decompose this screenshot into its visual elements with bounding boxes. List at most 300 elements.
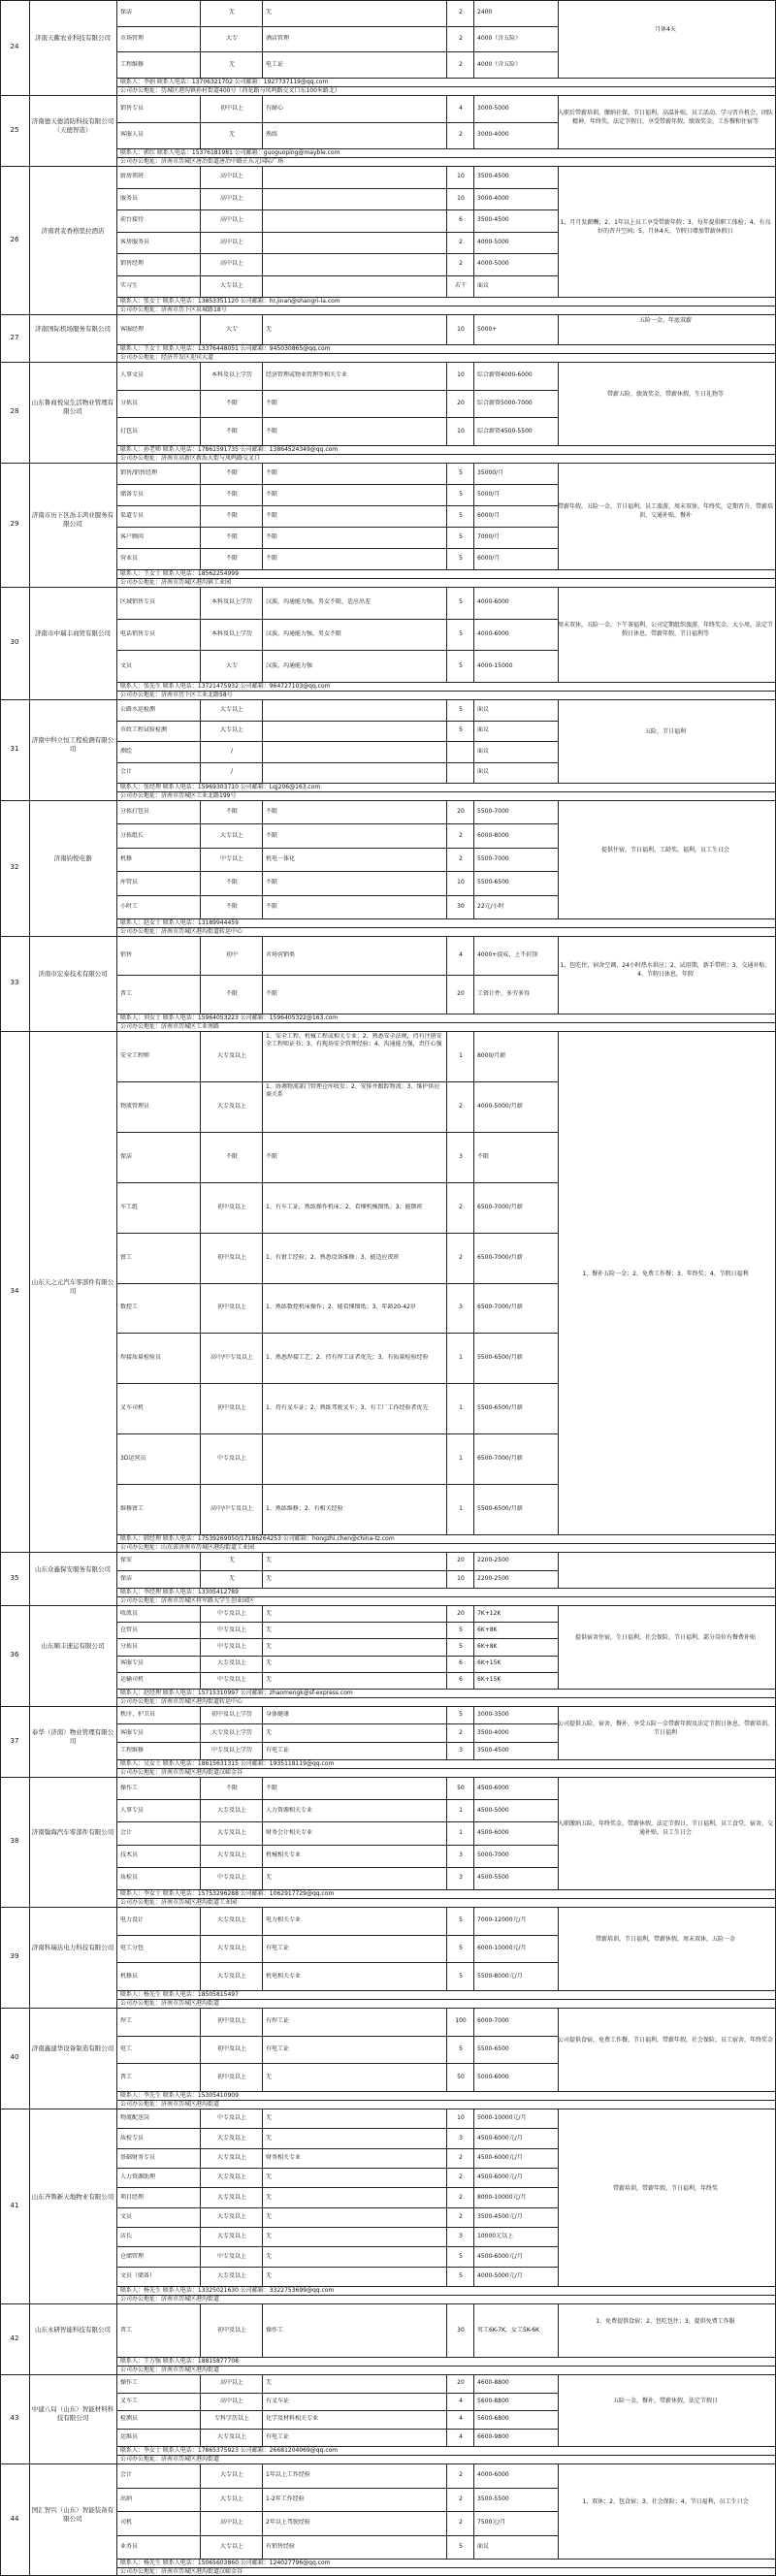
column-divider xyxy=(473,314,474,344)
job-row-divider xyxy=(116,1656,558,1657)
job-edu: 大专及以上 xyxy=(216,1945,246,1951)
job-pos: 叉车司机 xyxy=(120,1404,145,1412)
job-salary: 2400 xyxy=(477,9,493,16)
column-divider xyxy=(473,1605,474,1689)
job-salary: 4500-5000 xyxy=(477,1806,509,1814)
job-salary: 10000元以上 xyxy=(477,2233,514,2240)
job-pos: 客房服务员 xyxy=(120,238,150,245)
job-num: 4 xyxy=(459,951,463,958)
job-edu: 大专 xyxy=(225,35,238,42)
column-divider xyxy=(116,2109,117,2303)
job-salary: 4500-6000 xyxy=(477,1784,509,1791)
job-edu: 中专及以上 xyxy=(216,2252,246,2260)
job-row-divider xyxy=(116,1845,558,1846)
job-num: 1 xyxy=(459,1806,463,1814)
job-row-divider xyxy=(116,848,558,849)
job-edu: 大专及以上学历 xyxy=(210,1728,252,1736)
job-edu: 大专及以上 xyxy=(216,1829,246,1836)
column-divider xyxy=(200,1907,201,1990)
company-benefits: 五险一金，餐补，带薪休假，法定节假日 xyxy=(612,2398,718,2404)
job-edu: 不限 xyxy=(225,1152,238,1160)
column-divider xyxy=(446,362,447,445)
job-row-divider xyxy=(116,2535,558,2536)
job-req: 无 xyxy=(266,325,273,333)
company-benefits: 带薪年假，五险一金，节日福利，员工旅游，周末双休，年终奖，定期晋升，带薪培训，交通补贴，餐补 xyxy=(558,503,773,519)
job-req: 酒店管理 xyxy=(266,35,290,42)
job-num: 3 xyxy=(459,1304,463,1311)
job-req: 无 xyxy=(266,2379,273,2387)
contact-line: 联系人：韩经理 联系人电话：17539269050/17186264253 公司邮箱：hongzhi.chen@china-tz.com xyxy=(120,1535,395,1542)
column-divider xyxy=(473,2008,474,2091)
job-req: 有销售经验 xyxy=(266,2542,296,2550)
column-divider xyxy=(116,800,117,936)
job-pos: 叉车工 xyxy=(120,2397,139,2404)
job-edu: 大专以上 xyxy=(219,726,243,734)
address-line: 公司办公地址：济南市历城区工业南路 xyxy=(120,1023,220,1030)
job-pos: 店长 xyxy=(120,2233,133,2240)
job-salary: 5500-6500/月薪 xyxy=(477,1354,523,1362)
job-num: 5 xyxy=(459,705,463,713)
address-line: 公司办公地址：济南市历下区工业北路58号 xyxy=(120,692,233,698)
job-salary: 4000-6000 xyxy=(477,630,509,637)
job-pos: 工程维修 xyxy=(120,60,145,68)
job-num: 5 xyxy=(459,661,463,669)
job-edu: 大专以上 xyxy=(219,2495,243,2502)
contact-line: 联系人：杨先生 联系人电话：15065603860 公司邮箱：124027796@qq.com xyxy=(120,2560,331,2566)
job-salary: 6K+8K xyxy=(477,1643,498,1650)
job-salary: 4000-6000 xyxy=(477,2471,509,2479)
job-salary: 4000-15000 xyxy=(477,661,513,669)
job-edu: 大专及以上 xyxy=(216,2233,246,2240)
job-salary: 5000-6000 xyxy=(477,2073,509,2080)
job-pos: 出纳 xyxy=(120,2495,133,2502)
job-salary: 35000/月 xyxy=(477,469,504,476)
column-divider xyxy=(473,2109,474,2286)
column-divider xyxy=(116,1031,117,1552)
company-name: 山东众鑫保安服务有限公司 xyxy=(35,1564,111,1573)
job-pos: 营业员 xyxy=(120,555,139,562)
job-salary: 面议 xyxy=(477,2542,490,2550)
job-row-divider xyxy=(116,1867,558,1868)
job-salary: 4500-6000元/月 xyxy=(477,2174,523,2181)
column-divider xyxy=(29,2109,30,2303)
job-row-divider xyxy=(116,2168,558,2169)
job-edu: 初中及以上 xyxy=(216,2017,246,2025)
job-row-divider xyxy=(116,1570,558,1571)
contact-line: 联系人：李先生 联系人电话：15305410909 xyxy=(120,2092,239,2099)
job-row-divider xyxy=(116,1935,558,1936)
column-divider xyxy=(558,0,559,78)
job-salary: 综合薪资4000-6000 xyxy=(477,371,533,379)
column-divider xyxy=(446,0,447,78)
job-pos: 分拣组长 xyxy=(120,831,145,839)
company-name: 山东永研智能科技有限公司 xyxy=(35,2325,111,2334)
company-number: 32 xyxy=(10,863,19,871)
job-pos: 司机 xyxy=(120,2519,133,2527)
job-req: 机械相关专业 xyxy=(266,1852,302,1859)
job-num: 3 xyxy=(459,1746,463,1754)
job-salary: 3500-4500 xyxy=(477,216,509,224)
job-pos: 厨房领班 xyxy=(120,173,145,180)
job-num: 2 xyxy=(459,1728,463,1736)
job-edu: 中专及以上学历 xyxy=(210,1746,252,1754)
job-row-divider xyxy=(116,2207,558,2208)
job-pos: 物流配送岗 xyxy=(120,2114,150,2122)
job-row-divider xyxy=(116,122,558,123)
job-pos: 公路水运检测 xyxy=(120,705,156,713)
job-edu: 初中及以上 xyxy=(216,2073,246,2080)
job-salary: 面议 xyxy=(477,747,490,755)
job-row-divider xyxy=(116,2511,558,2512)
job-salary: 6000-7000 xyxy=(477,2017,509,2025)
job-req: 电力相关专业 xyxy=(266,1916,302,1924)
job-salary: 3000-4000 xyxy=(477,131,509,139)
job-pos: 分拣员 xyxy=(120,400,139,406)
job-pos: 客服专员 xyxy=(120,1659,145,1667)
address-line: 公司办公地址：济南市历城区将军路大学生创业园区 xyxy=(120,1597,255,1604)
job-salary: 6000-8000 xyxy=(477,831,509,839)
job-pos: 库管员 xyxy=(120,879,139,886)
job-edu: 高中以上 xyxy=(219,2397,243,2404)
job-salary: 6000/月 xyxy=(477,512,501,519)
job-salary: 5000-7000 xyxy=(477,1852,509,1859)
job-edu: 不限 xyxy=(225,533,238,540)
job-row-divider xyxy=(116,527,558,528)
job-row-divider xyxy=(116,188,558,189)
job-row-divider xyxy=(116,2246,558,2247)
column-divider xyxy=(29,1907,30,2008)
job-pos: 保安 xyxy=(120,1557,133,1564)
job-num: 20 xyxy=(457,1609,465,1617)
job-num: 2 xyxy=(459,2495,463,2502)
job-pos: 储备专员 xyxy=(120,491,145,498)
job-row-divider xyxy=(116,505,558,506)
job-edu: 中专以上 xyxy=(219,855,243,862)
job-salary: 4500-5500 xyxy=(477,1874,509,1882)
job-req: 无 xyxy=(266,2271,273,2279)
job-edu: 大专以上 xyxy=(219,705,243,713)
column-divider xyxy=(116,1777,117,1907)
job-edu: / xyxy=(230,747,234,755)
job-num: 10 xyxy=(457,325,465,333)
column-divider xyxy=(446,463,447,569)
job-num: 2 xyxy=(459,2212,463,2220)
job-req: 不限 xyxy=(266,512,278,519)
job-pos: 销售 xyxy=(120,951,133,958)
job-pos: 3D运营员 xyxy=(120,1455,146,1463)
job-salary: 8000-10000元/月 xyxy=(477,2193,527,2201)
company-number: 41 xyxy=(10,2201,19,2209)
job-edu: 初中及以上 xyxy=(216,2045,246,2052)
job-req: 身体健康 xyxy=(266,1711,290,1719)
job-salary: 不限 xyxy=(477,1152,490,1160)
column-divider xyxy=(29,800,30,936)
job-row-divider xyxy=(116,1283,558,1284)
job-num: 5 xyxy=(459,2542,463,2550)
contact-line: 联系人：李女士 联系人电话：17865375923 公司邮箱：26681204069@qq.com xyxy=(120,2447,339,2454)
column-divider xyxy=(473,463,474,569)
job-req: 无 xyxy=(266,1676,273,1684)
job-req: 操作工 xyxy=(266,2326,284,2334)
job-edu: 不限 xyxy=(225,808,238,816)
job-pos: 小时工 xyxy=(120,902,139,910)
job-edu: 不限 xyxy=(225,1784,238,1791)
job-edu: 无 xyxy=(228,1557,235,1564)
job-pos: 业务员 xyxy=(120,2542,139,2550)
address-line: 公司办公地址：济南市历下区泉城路18号 xyxy=(120,306,227,313)
job-num: 5 xyxy=(459,1916,463,1924)
job-salary: 3500-4500元/月 xyxy=(477,2212,523,2220)
job-pos: 机修 xyxy=(120,855,133,862)
job-num: 5 xyxy=(459,2271,463,2279)
company-benefits: 入职缴纳五险，年终奖金，带薪休假，法定节假日，节日福利，员工食堂，宿舍，交通补贴，员工生日会 xyxy=(558,1820,773,1836)
job-salary: 4500-6000元/月 xyxy=(477,2153,523,2161)
job-num: 6 xyxy=(459,1676,463,1684)
address-line: 公司办公地址：历城区港沟镇孙村街道400号（荷花路与凤鸣路交叉口东100米路北） xyxy=(120,87,340,94)
job-row-divider xyxy=(116,2187,558,2188)
job-salary: 4600-8800 xyxy=(477,2379,509,2387)
company-number: 43 xyxy=(10,2414,19,2422)
job-num: 2 xyxy=(459,855,463,862)
column-divider xyxy=(558,1605,559,1689)
job-num: 2 xyxy=(459,260,463,268)
job-req: 不限 xyxy=(266,808,278,816)
job-salary: 面议 xyxy=(477,705,490,713)
job-req: 不限 xyxy=(266,555,278,562)
column-divider xyxy=(200,1706,201,1759)
job-row-divider xyxy=(116,1962,558,1963)
job-salary: 7000/月 xyxy=(477,533,501,540)
job-edu: 初中及以上 xyxy=(216,1253,246,1261)
company-benefits: 带薪培训，带薪年假，节日福利，年终奖 xyxy=(612,2184,718,2192)
company-benefits: 公司提供五险，宿舍，餐补，享受五险一金带薪年假及法定节假日休息，带薪培训，节日福利 xyxy=(558,1720,773,1736)
contact-line: 联系人：刘女士 联系人电话：15964053223 公司邮箱：1596405322@163.com xyxy=(120,1014,339,1021)
job-num: 1 xyxy=(459,1505,463,1513)
job-edu: 无 xyxy=(228,1574,235,1582)
contact-line: 联系人：李女士 联系人电话：15753296288 公司邮箱：1062917729@qq.com xyxy=(120,1890,335,1897)
job-row-divider xyxy=(116,26,558,27)
contact-line: 联系人：张女士 联系人电话：13853351120 公司邮箱：hr.jinan@shangri-la.com xyxy=(120,298,340,305)
job-salary: 面议 xyxy=(477,281,490,289)
company-benefits: 带薪培训，节日福利，带薪休假，周末双休，五险一金 xyxy=(595,1936,735,1943)
job-row-divider xyxy=(116,1622,558,1623)
job-num: 2 xyxy=(459,238,463,245)
column-divider xyxy=(200,2303,201,2357)
job-row-divider xyxy=(116,762,558,763)
column-divider xyxy=(446,587,447,682)
job-req: 有叉车证 xyxy=(266,2397,290,2404)
job-salary: 6K+8K xyxy=(477,1626,498,1633)
job-salary: 5000+ xyxy=(477,325,498,333)
job-num: 1 xyxy=(459,1354,463,1362)
job-pos: 会计 xyxy=(120,768,133,776)
job-edu: 不限 xyxy=(225,512,238,519)
contact-line: 联系人：杨先生 联系人电话：13325021630 公司邮箱：3322753699@qq.com xyxy=(120,2287,335,2294)
job-edu: 大专及以上 xyxy=(216,1916,246,1924)
job-pos: 普工 xyxy=(120,2326,133,2334)
job-edu: 初中及以上 xyxy=(216,1404,246,1412)
job-pos: 文员 xyxy=(120,2212,133,2220)
job-pos: 运维员 xyxy=(120,2432,139,2440)
job-edu: 初中以上 xyxy=(219,104,243,112)
column-divider xyxy=(446,2303,447,2357)
job-req: 1、熟练维修；2、有相关经验 xyxy=(266,1505,343,1513)
job-pos: 普工 xyxy=(120,990,133,997)
company-number: 26 xyxy=(10,235,19,243)
contact-line: 联系人：李经理 联系人电话：13305412789 xyxy=(120,1589,239,1595)
job-req: 无 xyxy=(266,2174,273,2181)
column-divider xyxy=(262,314,263,344)
job-salary: 5500-6500 xyxy=(477,879,509,886)
job-pos: 机修员 xyxy=(120,1972,139,1980)
company-number: 40 xyxy=(10,2053,19,2061)
job-req: 无 xyxy=(266,1728,273,1736)
column-divider xyxy=(200,314,201,344)
company-name: 山东鲁商悦泉生活物业管理有限公司 xyxy=(31,399,114,415)
company-benefits: 五险一金，年底双薪 xyxy=(638,317,692,324)
column-divider xyxy=(473,0,474,78)
address-line: 公司办公地址：济南市高新区新泺大街与凤鸣路交叉口 xyxy=(120,455,261,462)
job-pos: 电工分包 xyxy=(120,1945,145,1951)
address-line: 公司办公地址：济南市历城区港沟街道 xyxy=(120,2296,220,2302)
job-edu: 不限 xyxy=(225,491,238,498)
job-req: 不限 xyxy=(266,1784,278,1791)
job-pos: 项目经理 xyxy=(120,2193,145,2201)
job-salary: 5600-8800 xyxy=(477,2397,509,2404)
column-divider xyxy=(262,362,263,445)
job-pos: 客服专员 xyxy=(120,1728,145,1736)
company-number: 31 xyxy=(10,745,19,753)
job-num: 2 xyxy=(459,2153,463,2161)
job-salary: 综合薪资5000-7000 xyxy=(477,400,533,406)
column-divider xyxy=(29,2303,30,2374)
job-req: 机电相关专业 xyxy=(266,1972,302,1980)
job-req: 无 xyxy=(266,1874,273,1882)
job-num: 3 xyxy=(459,1152,463,1160)
job-pos: 车工组 xyxy=(120,1203,139,1210)
job-salary: 22元/小时 xyxy=(477,902,504,910)
job-num: 2 xyxy=(459,9,463,16)
job-edu: 无 xyxy=(228,60,235,68)
job-pos: 文员 xyxy=(120,661,133,669)
column-divider xyxy=(473,362,474,445)
job-pos: 区域销售专员 xyxy=(120,598,156,606)
job-req: 1、有钳工经验；2、熟悉设备维修；3、能适应夜班 xyxy=(266,1253,400,1261)
job-edu: 本科及以上学历 xyxy=(210,598,252,606)
job-row-divider xyxy=(116,548,558,549)
job-num: 20 xyxy=(457,400,465,406)
column-divider xyxy=(29,1552,30,1605)
job-salary: 3000-5000 xyxy=(477,104,509,112)
column-divider xyxy=(446,314,447,344)
job-edu: 大专及以上 xyxy=(216,2134,246,2141)
company-number: 30 xyxy=(10,638,19,646)
company-benefits: 周末双休，五险一金，下午茶福利，公司定期组织旅游，年终奖金，大小周，法定节假日休息，带薪年假，节日福利等 xyxy=(558,622,773,637)
job-row-divider xyxy=(116,1799,558,1800)
job-pos: 测绘 xyxy=(120,747,133,755)
job-req: 不限 xyxy=(266,491,278,498)
job-req: 化学及材料相关专业 xyxy=(266,2415,319,2423)
company-benefits: 1、包吃住，宿舍空调，24小时热水供应；2、试用期，新手带班；3、交通补贴；4、节假日休息，年假 xyxy=(560,962,771,978)
job-salary: 工资计件，多劳多得 xyxy=(477,990,531,997)
job-num: 2 xyxy=(459,2519,463,2527)
job-pos: 前台接待 xyxy=(120,216,145,224)
job-pos: 销售专员 xyxy=(120,104,145,112)
job-salary: 3500-4000 xyxy=(477,1728,509,1736)
company-benefits: 五险，节日福利 xyxy=(644,728,686,735)
job-req: 经济管理或物业管理等相关专业 xyxy=(266,371,348,379)
contact-line: 联系人：王女士 联系人电话：13376448051 公司邮箱：945030865@qq.com xyxy=(120,345,331,352)
job-req: 财务会计相关专业 xyxy=(266,1829,313,1836)
column-divider xyxy=(116,463,117,587)
column-divider xyxy=(29,166,30,314)
job-salary: 5500-7000 xyxy=(477,855,509,862)
job-edu: 大专及以上 xyxy=(216,2212,246,2220)
job-edu: 中专及以上 xyxy=(216,1643,246,1650)
job-pos: 电工 xyxy=(120,2045,133,2052)
job-pos: 收派员 xyxy=(120,1609,139,1617)
address-line: 公司办公地址：济南市历城区唐冶街道唐冶中路正东元国际广场 xyxy=(120,158,284,165)
company-name: 山东顺丰速运有限公司 xyxy=(41,1642,105,1650)
job-edu: / xyxy=(230,768,234,776)
job-num: 5 xyxy=(459,1626,463,1633)
job-edu: 中专及以上 xyxy=(216,1874,246,1882)
job-num: 10 xyxy=(457,371,465,379)
job-salary: 4000（含五险） xyxy=(477,35,522,42)
job-pos: 安全工程师 xyxy=(120,1051,150,1059)
job-row-divider xyxy=(116,741,558,742)
column-divider xyxy=(262,2109,263,2286)
job-edu: 本科及以上学历 xyxy=(210,630,252,637)
job-edu: 不限 xyxy=(225,400,238,406)
column-divider xyxy=(29,1605,30,1706)
job-req: 无 xyxy=(266,1626,273,1633)
job-salary: 8000/月薪 xyxy=(477,1051,506,1059)
job-num: 4 xyxy=(459,2397,463,2404)
job-edu: 大专以上 xyxy=(219,2471,243,2479)
company-name: 济南翰海汽车零部件有限公司 xyxy=(31,1828,114,1836)
job-pos: 渠道专员 xyxy=(120,512,145,519)
column-divider xyxy=(200,463,201,569)
job-edu: 高中以上 xyxy=(219,260,243,268)
company-benefits: 公司提供食宿，免费工作餐，节日福利，带薪年假，社会保险，员工宿舍，年终奖金 xyxy=(558,2037,773,2044)
column-divider xyxy=(200,362,201,445)
company-number: 37 xyxy=(10,1736,19,1745)
job-req: 1、安全工程、机械工程或相关专业；2、熟悉安全法规，持有注册安全工程师证书；3、有现场安全管理经验；4、沟通能力强，责任心强 xyxy=(266,1033,442,1047)
job-pos: 人事文员 xyxy=(120,371,145,379)
company-name: 济南市历下区泺丰鸿业服务有限公司 xyxy=(31,511,114,528)
job-num: 5 xyxy=(459,555,463,562)
job-pos: 数控工 xyxy=(120,1304,139,1311)
contact-line: 联系人：张先生 联系人电话：13721475932 公司邮箱：964727103@qq.com xyxy=(120,683,331,690)
column-divider xyxy=(262,1706,263,1759)
job-salary: 2200-2500 xyxy=(477,1574,509,1582)
column-divider xyxy=(262,2303,263,2357)
job-req: 无 xyxy=(266,2212,273,2220)
job-row-divider xyxy=(116,721,558,722)
job-salary: 4000（含五险） xyxy=(477,60,522,68)
job-pos: 会计 xyxy=(120,1829,133,1836)
job-pos: 秩序、护卫员 xyxy=(120,1711,156,1719)
job-req: 1年以上工作经验 xyxy=(266,2471,310,2479)
job-salary: 5500-6500/月薪 xyxy=(477,1404,523,1412)
company-name: 济南钧悦电器 xyxy=(53,854,92,862)
company-number: 36 xyxy=(10,1651,19,1658)
job-edu: 高中以上 xyxy=(219,238,243,245)
company-number: 42 xyxy=(10,2334,19,2342)
job-edu: 高中以上 xyxy=(219,2519,243,2527)
job-num: 5 xyxy=(459,1945,463,1951)
